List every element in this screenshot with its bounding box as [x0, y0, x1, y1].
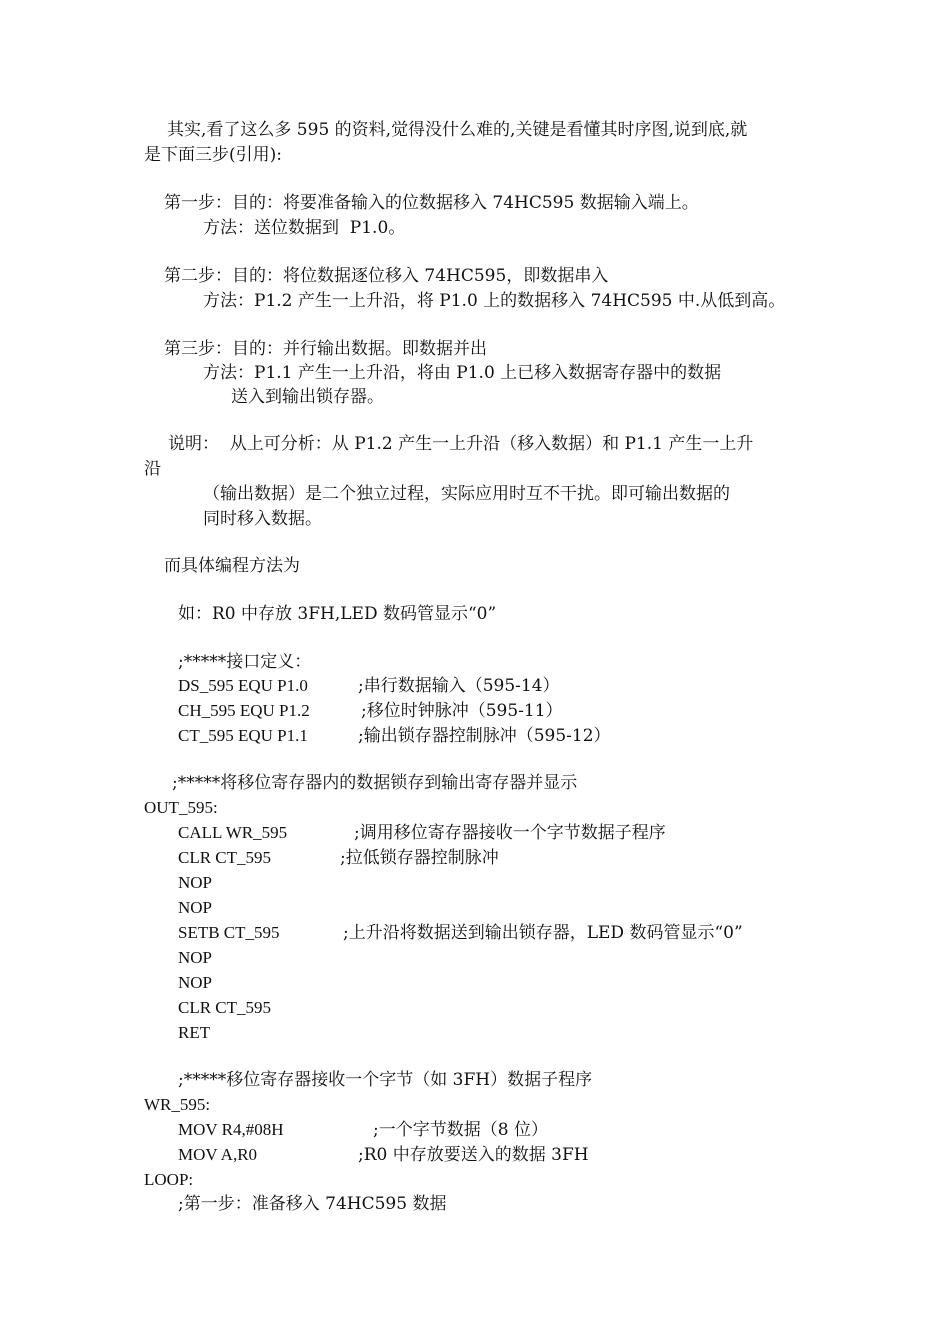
code-line: CLR CT_595: [178, 998, 272, 1017]
code-line: NOP: [178, 898, 213, 917]
loop-label: LOOP:: [144, 1170, 194, 1189]
intro-line-2: 是下面三步(引用):: [144, 145, 282, 165]
code-line: NOP: [178, 873, 213, 892]
code-comment: ;一个字节数据（8 位）: [373, 1120, 548, 1140]
code-line: SETB CT_595: [178, 923, 280, 942]
code-line: CH_595 EQU P1.2: [178, 701, 310, 720]
out595-label: OUT_595:: [144, 798, 218, 817]
code-line: RET: [178, 1023, 211, 1042]
note-line-4: 同时移入数据。: [203, 509, 322, 529]
code-comment: ;调用移位寄存器接收一个字节数据子程序: [354, 823, 666, 843]
code-comment: ;拉低锁存器控制脉冲: [340, 848, 499, 868]
code-line: CALL WR_595: [178, 823, 288, 842]
intro-line-1: 其实,看了这么多 595 的资料,觉得没什么难的,关键是看懂其时序图,说到底,就: [167, 120, 748, 140]
step-1-method: 方法：送位数据到 P1.0。: [203, 218, 406, 238]
out595-comment: ;*****将移位寄存器内的数据锁存到输出寄存器并显示: [172, 773, 578, 793]
example-line: 如：R0 中存放 3FH,LED 数码管显示“0”: [178, 604, 497, 624]
code-line: CT_595 EQU P1.1: [178, 726, 308, 745]
code-comment: ;R0 中存放要送入的数据 3FH: [358, 1145, 589, 1165]
step-3-goal: 第三步：目的：并行输出数据。即数据并出: [164, 339, 487, 359]
step-3-method-cont: 送入到输出锁存器。: [231, 387, 384, 407]
code-line: NOP: [178, 973, 213, 992]
step-2-goal: 第二步：目的：将位数据逐位移入 74HC595，即数据串入: [164, 266, 609, 286]
code-line: DS_595 EQU P1.0: [178, 676, 308, 695]
code-line: MOV A,R0: [178, 1145, 258, 1164]
code-comment: ;上升沿将数据送到输出锁存器，LED 数码管显示“0”: [343, 923, 743, 943]
step-3-method: 方法：P1.1 产生一上升沿，将由 P1.0 上已移入数据寄存器中的数据: [203, 363, 722, 383]
interface-comment: ;*****接口定义：: [178, 652, 312, 672]
code-line: CLR CT_595: [178, 848, 272, 867]
code-comment: ;串行数据输入（595-14）: [358, 676, 560, 696]
loop-comment: ;第一步：准备移入 74HC595 数据: [178, 1194, 447, 1214]
programming-heading: 而具体编程方法为: [164, 556, 300, 576]
note-line-1: 说明： 从上可分析：从 P1.2 产生一上升沿（移入数据）和 P1.1 产生一上升: [168, 434, 754, 454]
code-line: NOP: [178, 948, 213, 967]
code-line: MOV R4,#08H: [178, 1120, 284, 1139]
step-2-method: 方法：P1.2 产生一上升沿，将 P1.0 上的数据移入 74HC595 中.从低到高。: [203, 291, 786, 311]
wr595-comment: ;*****移位寄存器接收一个字节（如 3FH）数据子程序: [178, 1070, 593, 1090]
code-comment: ;移位时钟脉冲（595-11）: [361, 701, 563, 721]
wr595-label: WR_595:: [144, 1095, 211, 1114]
note-line-2: 沿: [144, 459, 161, 479]
step-1-goal: 第一步：目的：将要准备输入的位数据移入 74HC595 数据输入端上。: [164, 193, 699, 213]
note-line-3: （输出数据）是二个独立过程，实际应用时互不干扰。即可输出数据的: [203, 484, 730, 504]
code-comment: ;输出锁存器控制脉冲（595-12）: [358, 726, 611, 746]
